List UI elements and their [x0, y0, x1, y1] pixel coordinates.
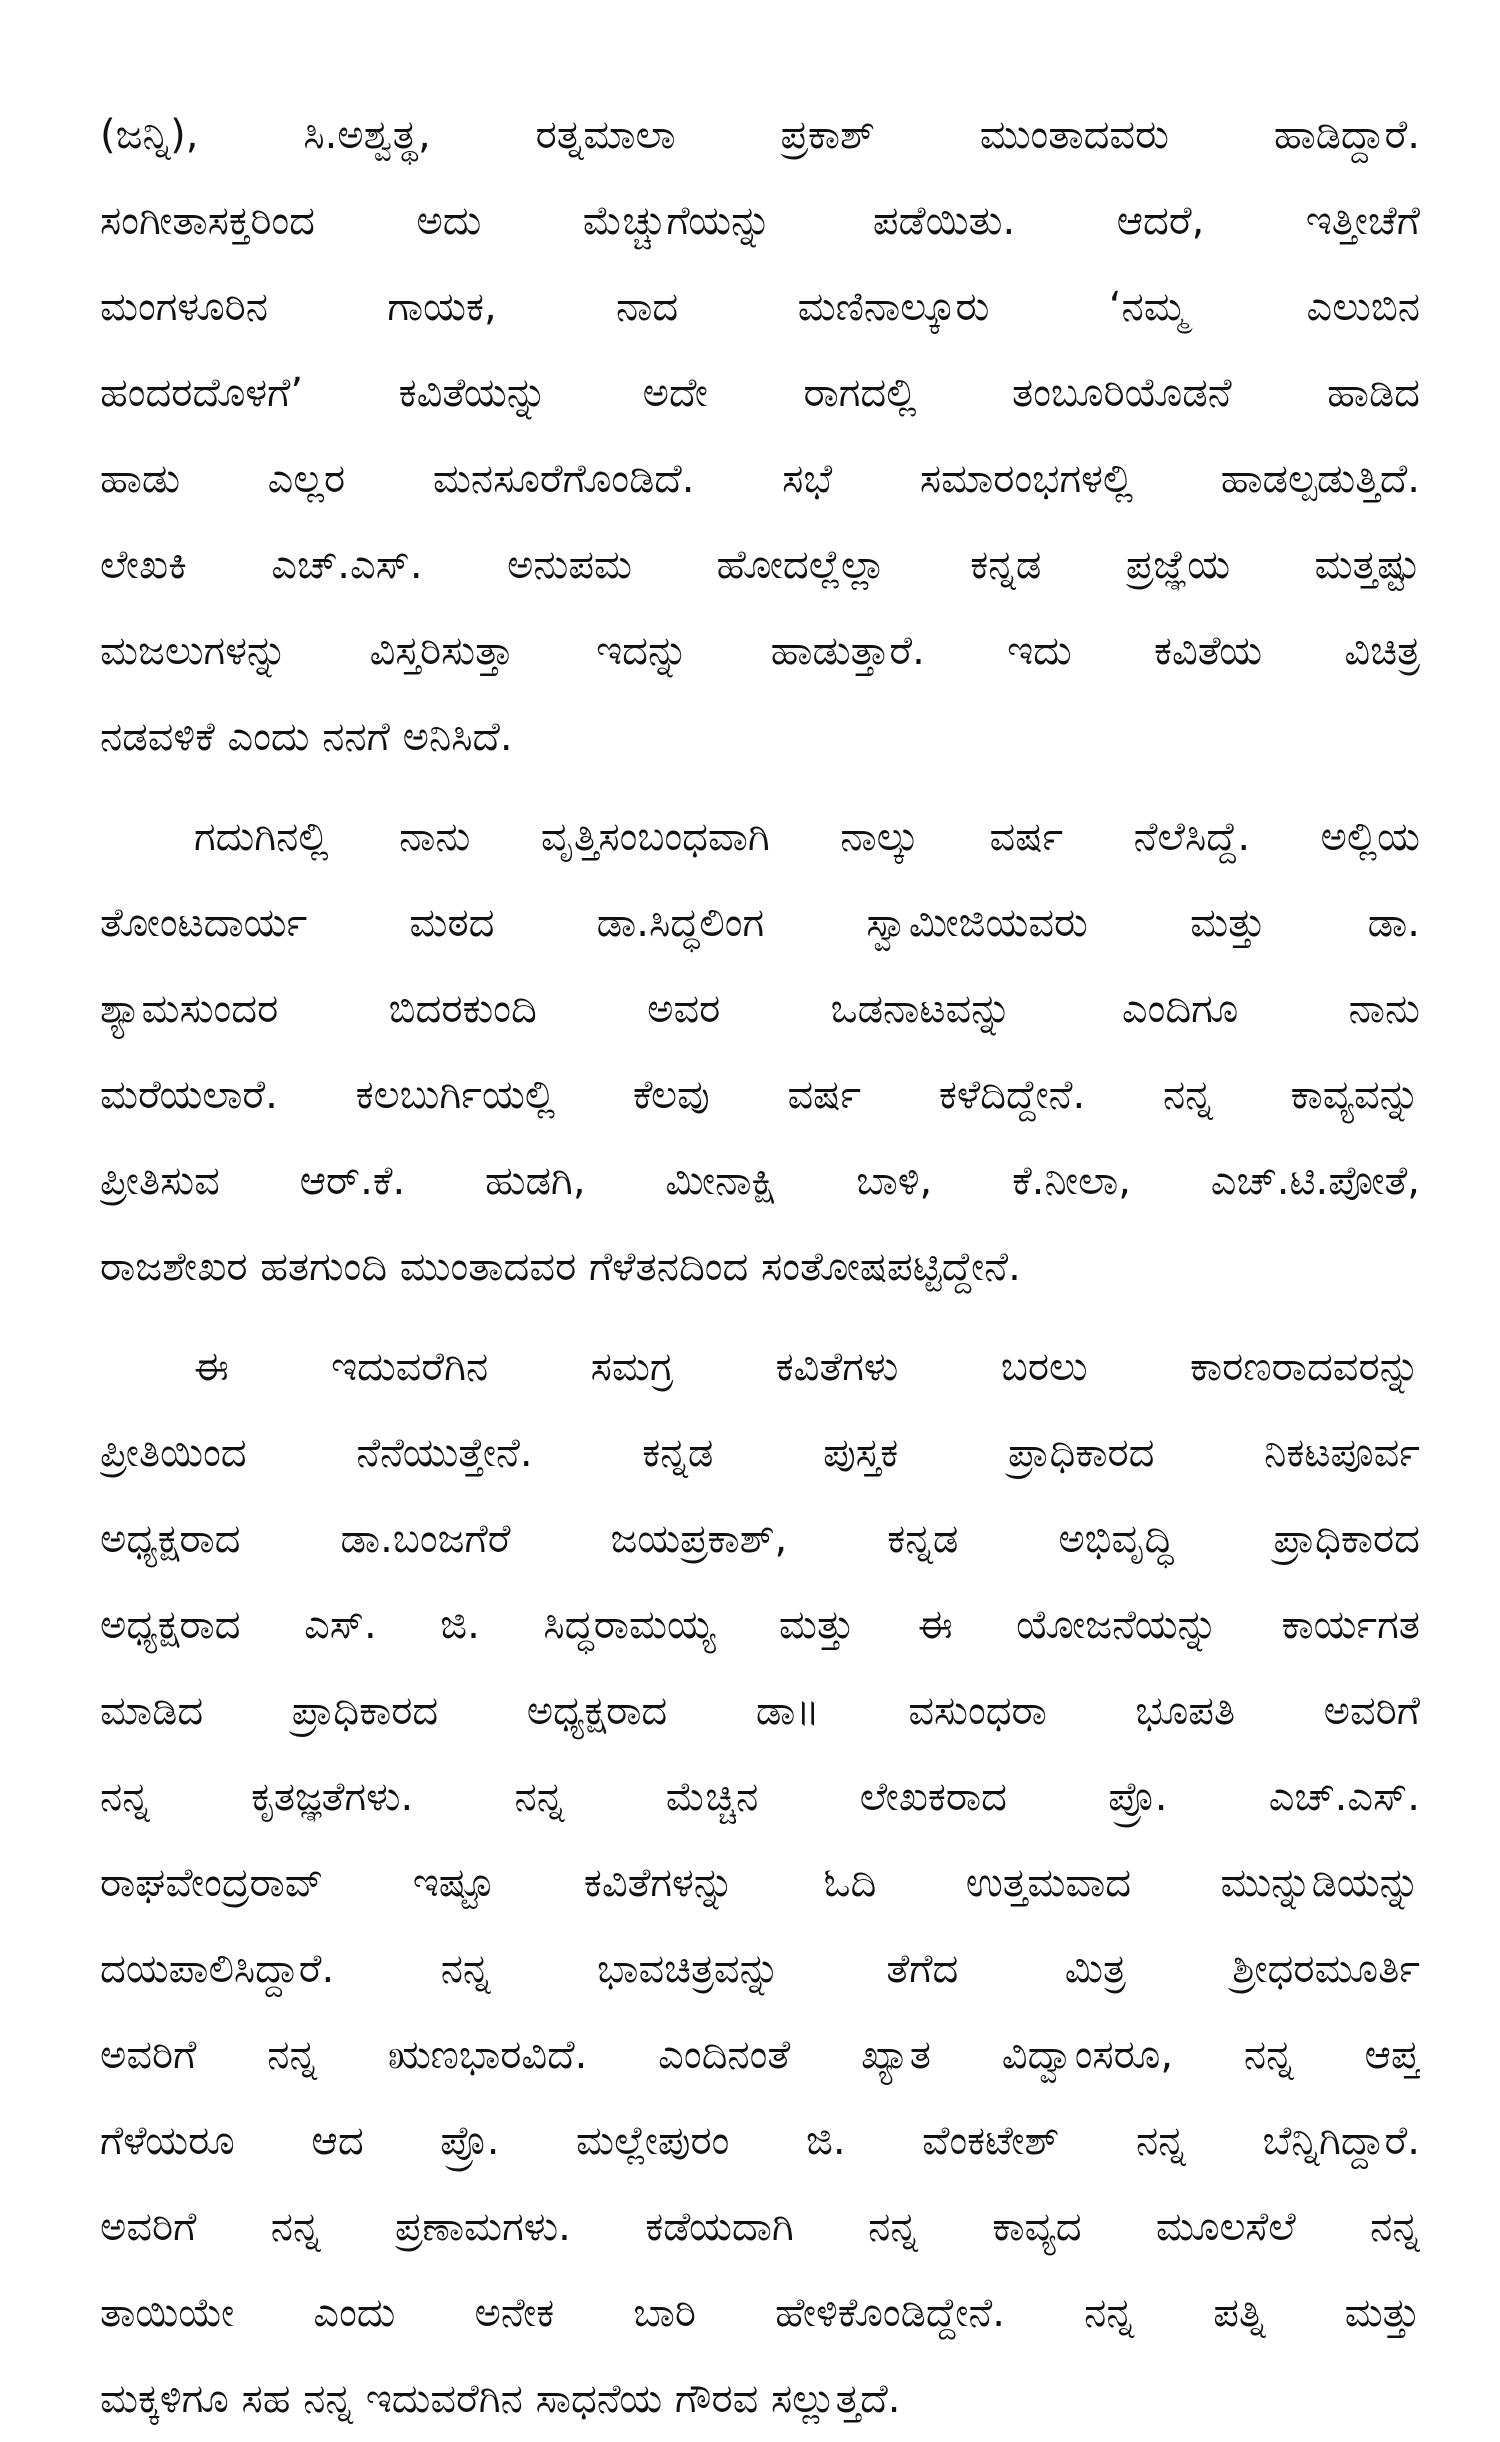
text-line: ಅಧ್ಯಕ್ಷರಾದ ಎಸ್. ಜಿ. ಸಿದ್ಧರಾಮಯ್ಯ ಮತ್ತು ಈ ಯೋಜನೆಯನ್ನು ಕಾರ್ಯಗತ — [100, 1602, 1420, 1648]
text-line: ಗದುಗಿನಲ್ಲಿ ನಾನು ವೃತ್ತಿಸಂಬಂಧವಾಗಿ ನಾಲ್ಕು ವರ್ಷ ನೆಲೆಸಿದ್ದೆ. ಅಲ್ಲಿಯ — [194, 814, 1420, 860]
text-line: ನಡವಳಿಕೆ ಎಂದು ನನಗೆ ಅನಿಸಿದೆ. — [100, 714, 513, 760]
text-line: ಮಾಡಿದ ಪ್ರಾಧಿಕಾರದ ಅಧ್ಯಕ್ಷರಾದ ಡಾ॥ ವಸುಂಧರಾ ಭೂಪತಿ ಅವರಿಗೆ — [100, 1688, 1420, 1734]
text-line: ಅವರಿಗೆ ನನ್ನ ಋಣಭಾರವಿದೆ. ಎಂದಿನಂತೆ ಖ್ಯಾತ ವಿದ್ವಾಂಸರೂ, ನನ್ನ ಆಪ್ತ — [100, 2032, 1420, 2078]
text-line: (ಜನ್ನಿ), ಸಿ.ಅಶ್ವತ್ಥ, ರತ್ನಮಾಲಾ ಪ್ರಕಾಶ್ ಮುಂತಾದವರು ಹಾಡಿದ್ದಾರೆ. — [100, 112, 1420, 158]
text-line: ಗೆಳೆಯರೂ ಆದ ಪ್ರೊ. ಮಲ್ಲೇಪುರಂ ಜಿ. ವೆಂಕಟೇಶ್ ನನ್ನ ಬೆನ್ನಿಗಿದ್ದಾರೆ. — [100, 2118, 1420, 2164]
text-line: ಮರೆಯಲಾರೆ. ಕಲಬುರ್ಗಿಯಲ್ಲಿ ಕೆಲವು ವರ್ಷ ಕಳೆದಿದ್ದೇನೆ. ನನ್ನ ಕಾವ್ಯವನ್ನು — [100, 1072, 1420, 1118]
paragraph-gap — [100, 1310, 1420, 1324]
text-line: ಹಾಡು ಎಲ್ಲರ ಮನಸೂರೆಗೊಂಡಿದೆ. ಸಭೆ ಸಮಾರಂಭಗಳಲ್ಲಿ ಹಾಡಲ್ಪಡುತ್ತಿದೆ. — [100, 456, 1420, 502]
body-text — [100, 92, 1420, 2442]
text-line: ರಾಜಶೇಖರ ಹತಗುಂದಿ ಮುಂತಾದವರ ಗೆಳೆತನದಿಂದ ಸಂತೋಷಪಟ್ಟಿದ್ದೇನೆ. — [100, 1244, 1021, 1290]
text-line: ಅವರಿಗೆ ನನ್ನ ಪ್ರಣಾಮಗಳು. ಕಡೆಯದಾಗಿ ನನ್ನ ಕಾವ್ಯದ ಮೂಲಸೆಲೆ ನನ್ನ — [100, 2204, 1420, 2250]
text-line: ಅಧ್ಯಕ್ಷರಾದ ಡಾ.ಬಂಜಗೆರೆ ಜಯಪ್ರಕಾಶ್, ಕನ್ನಡ ಅಭಿವೃದ್ಧಿ ಪ್ರಾಧಿಕಾರದ — [100, 1516, 1420, 1562]
text-line: ರಾಘವೇಂದ್ರರಾವ್ ಇಷ್ಟೂ ಕವಿತೆಗಳನ್ನು ಓದಿ ಉತ್ತಮವಾದ ಮುನ್ನುಡಿಯನ್ನು — [100, 1860, 1420, 1906]
text-line: ಶ್ಯಾಮಸುಂದರ ಬಿದರಕುಂದಿ ಅವರ ಒಡನಾಟವನ್ನು ಎಂದಿಗೂ ನಾನು — [100, 986, 1420, 1032]
text-line: ಈ ಇದುವರೆಗಿನ ಸಮಗ್ರ ಕವಿತೆಗಳು ಬರಲು ಕಾರಣರಾದವರನ್ನು — [194, 1344, 1420, 1390]
text-line: ಸಂಗೀತಾಸಕ್ತರಿಂದ ಅದು ಮೆಚ್ಚುಗೆಯನ್ನು ಪಡೆಯಿತು. ಆದರೆ, ಇತ್ತೀಚೆಗೆ — [100, 198, 1420, 244]
paragraph-2 — [100, 794, 1420, 1310]
text-line: ಮಜಲುಗಳನ್ನು ವಿಸ್ತರಿಸುತ್ತಾ ಇದನ್ನು ಹಾಡುತ್ತಾರೆ. ಇದು ಕವಿತೆಯ ವಿಚಿತ್ರ — [100, 628, 1420, 674]
text-line: ತೋಂಟದಾರ್ಯ ಮಠದ ಡಾ.ಸಿದ್ಧಲಿಂಗ ಸ್ವಾಮೀಜಿಯವರು ಮತ್ತು ಡಾ. — [100, 900, 1420, 946]
paragraph-gap — [100, 780, 1420, 794]
paragraph-3 — [100, 1324, 1420, 2442]
text-line: ಪ್ರೀತಿಸುವ ಆರ್.ಕೆ. ಹುಡಗಿ, ಮೀನಾಕ್ಷಿ ಬಾಳಿ, ಕೆ.ನೀಲಾ, ಎಚ್.ಟಿ.ಪೋತೆ, — [100, 1158, 1420, 1204]
text-line: ಮಕ್ಕಳಿಗೂ ಸಹ ನನ್ನ ಇದುವರೆಗಿನ ಸಾಧನೆಯ ಗೌರವ ಸಲ್ಲುತ್ತದೆ. — [100, 2376, 901, 2422]
text-line: ಪ್ರೀತಿಯಿಂದ ನೆನೆಯುತ್ತೇನೆ. ಕನ್ನಡ ಪುಸ್ತಕ ಪ್ರಾಧಿಕಾರದ ನಿಕಟಪೂರ್ವ — [100, 1430, 1420, 1476]
paragraph-1 — [100, 92, 1420, 780]
text-line: ಹಂದರದೊಳಗೆ’ ಕವಿತೆಯನ್ನು ಅದೇ ರಾಗದಲ್ಲಿ ತಂಬೂರಿಯೊಡನೆ ಹಾಡಿದ — [100, 370, 1420, 416]
text-line: ಮಂಗಳೂರಿನ ಗಾಯಕ, ನಾದ ಮಣಿನಾಲ್ಕೂರು ‘ನಮ್ಮ ಎಲುಬಿನ — [100, 284, 1420, 330]
text-line: ದಯಪಾಲಿಸಿದ್ದಾರೆ. ನನ್ನ ಭಾವಚಿತ್ರವನ್ನು ತೆಗೆದ ಮಿತ್ರ ಶ್ರೀಧರಮೂರ್ತಿ — [100, 1946, 1420, 1992]
text-line: ಲೇಖಕಿ ಎಚ್.ಎಸ್. ಅನುಪಮ ಹೋದಲ್ಲೆಲ್ಲಾ ಕನ್ನಡ ಪ್ರಜ್ಞೆಯ ಮತ್ತಷ್ಟು — [100, 542, 1420, 588]
text-line: ತಾಯಿಯೇ ಎಂದು ಅನೇಕ ಬಾರಿ ಹೇಳಿಕೊಂಡಿದ್ದೇನೆ. ನನ್ನ ಪತ್ನಿ ಮತ್ತು — [100, 2290, 1420, 2336]
text-line: ನನ್ನ ಕೃತಜ್ಞತೆಗಳು. ನನ್ನ ಮೆಚ್ಚಿನ ಲೇಖಕರಾದ ಪ್ರೊ. ಎಚ್.ಎಸ್. — [100, 1774, 1420, 1820]
